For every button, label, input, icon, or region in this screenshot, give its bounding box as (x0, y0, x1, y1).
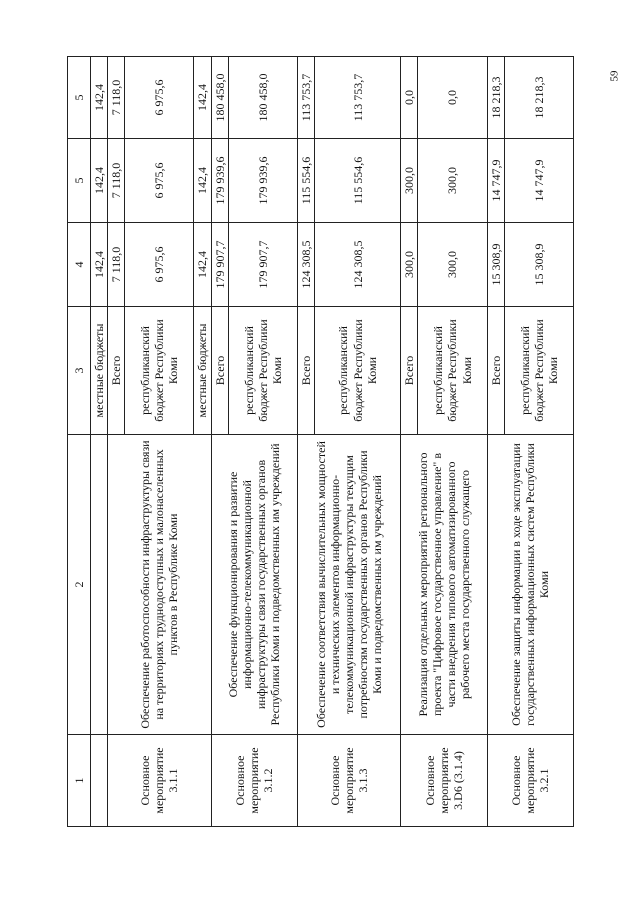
value-cell-1: 15 308,9 (487, 223, 504, 307)
value-cell-1: 124 308,5 (297, 223, 314, 307)
description-cell: Обеспечение работоспособности инфраструктуры связи на территориях труднодоступных и малонаселенных пунктов в Республике Коми (108, 435, 211, 735)
value-cell-3: 0,0 (418, 57, 487, 139)
page-wrapper (67, 57, 574, 827)
table-row (297, 57, 314, 827)
source-cell: Всего (487, 307, 504, 435)
table-row (91, 57, 108, 827)
source-cell: Всего (401, 307, 418, 435)
header-col-2: 2 (68, 435, 91, 735)
value-cell-3: 18 218,3 (504, 57, 573, 139)
value-cell-1: 6 975,6 (125, 223, 194, 307)
rotated-table-container (67, 57, 574, 827)
event-cell: Основное мероприятие 3.1.2 (211, 735, 297, 827)
value-cell-2: 115 554,6 (297, 139, 314, 223)
table-row (401, 57, 418, 827)
header-col-4: 4 (68, 223, 91, 307)
description-cell: Обеспечение функционирования и развитие информационно-телекоммуникационной инфраструктуры связи государственных органов Республики Коми и подведомственных им учреждений (211, 435, 297, 735)
source-cell: местные бюджеты (91, 307, 108, 435)
value-cell-1: 300,0 (418, 223, 487, 307)
source-cell: Всего (211, 307, 228, 435)
source-cell: республиканский бюджет Республики Коми (504, 307, 573, 435)
value-cell-2: 6 975,6 (125, 139, 194, 223)
description-cell: Обеспечение защиты информации в ходе эксплуатации государственных информационных систем Республики Коми (487, 435, 573, 735)
value-cell-3: 113 753,7 (297, 57, 314, 139)
source-cell: Всего (297, 307, 314, 435)
description-cell: Обеспечение соответствия вычислительных мощностей и технических элементов информационно-телекоммуникационной инфраструктуры текущим потребностям государственных органов Республики Коми и подведомственных им учреждений (297, 435, 400, 735)
value-cell-3: 142,4 (194, 57, 211, 139)
event-cell: Основное мероприятие 3.1.3 (297, 735, 400, 827)
description-cell: Реализация отдельных мероприятий регионального проекта "Цифровое государственное управление" в части внедрения типового автоматизированного рабочего места государственного служащего (401, 435, 487, 735)
source-cell: республиканский бюджет Республики Коми (418, 307, 487, 435)
budget-table (67, 56, 574, 827)
header-col-3: 3 (68, 307, 91, 435)
value-cell-2: 115 554,6 (315, 139, 401, 223)
table-row (211, 57, 228, 827)
value-cell-1: 15 308,9 (504, 223, 573, 307)
value-cell-3: 113 753,7 (315, 57, 401, 139)
value-cell-2: 300,0 (418, 139, 487, 223)
value-cell-2: 300,0 (401, 139, 418, 223)
value-cell-2: 7 118,0 (108, 139, 125, 223)
event-cell: Основное мероприятие 3.D6 (3.1.4) (401, 735, 487, 827)
header-col-1: 1 (68, 735, 91, 827)
value-cell-1: 142,4 (194, 223, 211, 307)
value-cell-3: 180 458,0 (211, 57, 228, 139)
value-cell-2: 142,4 (91, 139, 108, 223)
value-cell-2: 179 939,6 (228, 139, 297, 223)
value-cell-3: 7 118,0 (108, 57, 125, 139)
table-row (108, 57, 125, 827)
source-cell: республиканский бюджет Республики Коми (228, 307, 297, 435)
value-cell-1: 300,0 (401, 223, 418, 307)
description-cell (91, 435, 108, 735)
event-cell (91, 735, 108, 827)
value-cell-2: 14 747,9 (487, 139, 504, 223)
source-cell: республиканский бюджет Республики Коми (315, 307, 401, 435)
value-cell-2: 142,4 (194, 139, 211, 223)
source-cell: местные бюджеты (194, 307, 211, 435)
event-cell: Основное мероприятие 3.2.1 (487, 735, 573, 827)
source-cell: республиканский бюджет Республики Коми (125, 307, 194, 435)
value-cell-1: 179 907,7 (211, 223, 228, 307)
value-cell-1: 7 118,0 (108, 223, 125, 307)
page-number: 59 (608, 70, 621, 82)
value-cell-1: 124 308,5 (315, 223, 401, 307)
value-cell-2: 179 939,6 (211, 139, 228, 223)
value-cell-3: 142,4 (91, 57, 108, 139)
value-cell-3: 180 458,0 (228, 57, 297, 139)
value-cell-3: 6 975,6 (125, 57, 194, 139)
value-cell-1: 179 907,7 (228, 223, 297, 307)
header-col-5: 5 (68, 139, 91, 223)
value-cell-3: 0,0 (401, 57, 418, 139)
header-row (68, 57, 91, 827)
value-cell-2: 14 747,9 (504, 139, 573, 223)
source-cell: Всего (108, 307, 125, 435)
header-col-6: 5 (68, 57, 91, 139)
event-cell: Основное мероприятие 3.1.1 (108, 735, 211, 827)
value-cell-1: 142,4 (91, 223, 108, 307)
table-row (487, 57, 504, 827)
value-cell-3: 18 218,3 (487, 57, 504, 139)
